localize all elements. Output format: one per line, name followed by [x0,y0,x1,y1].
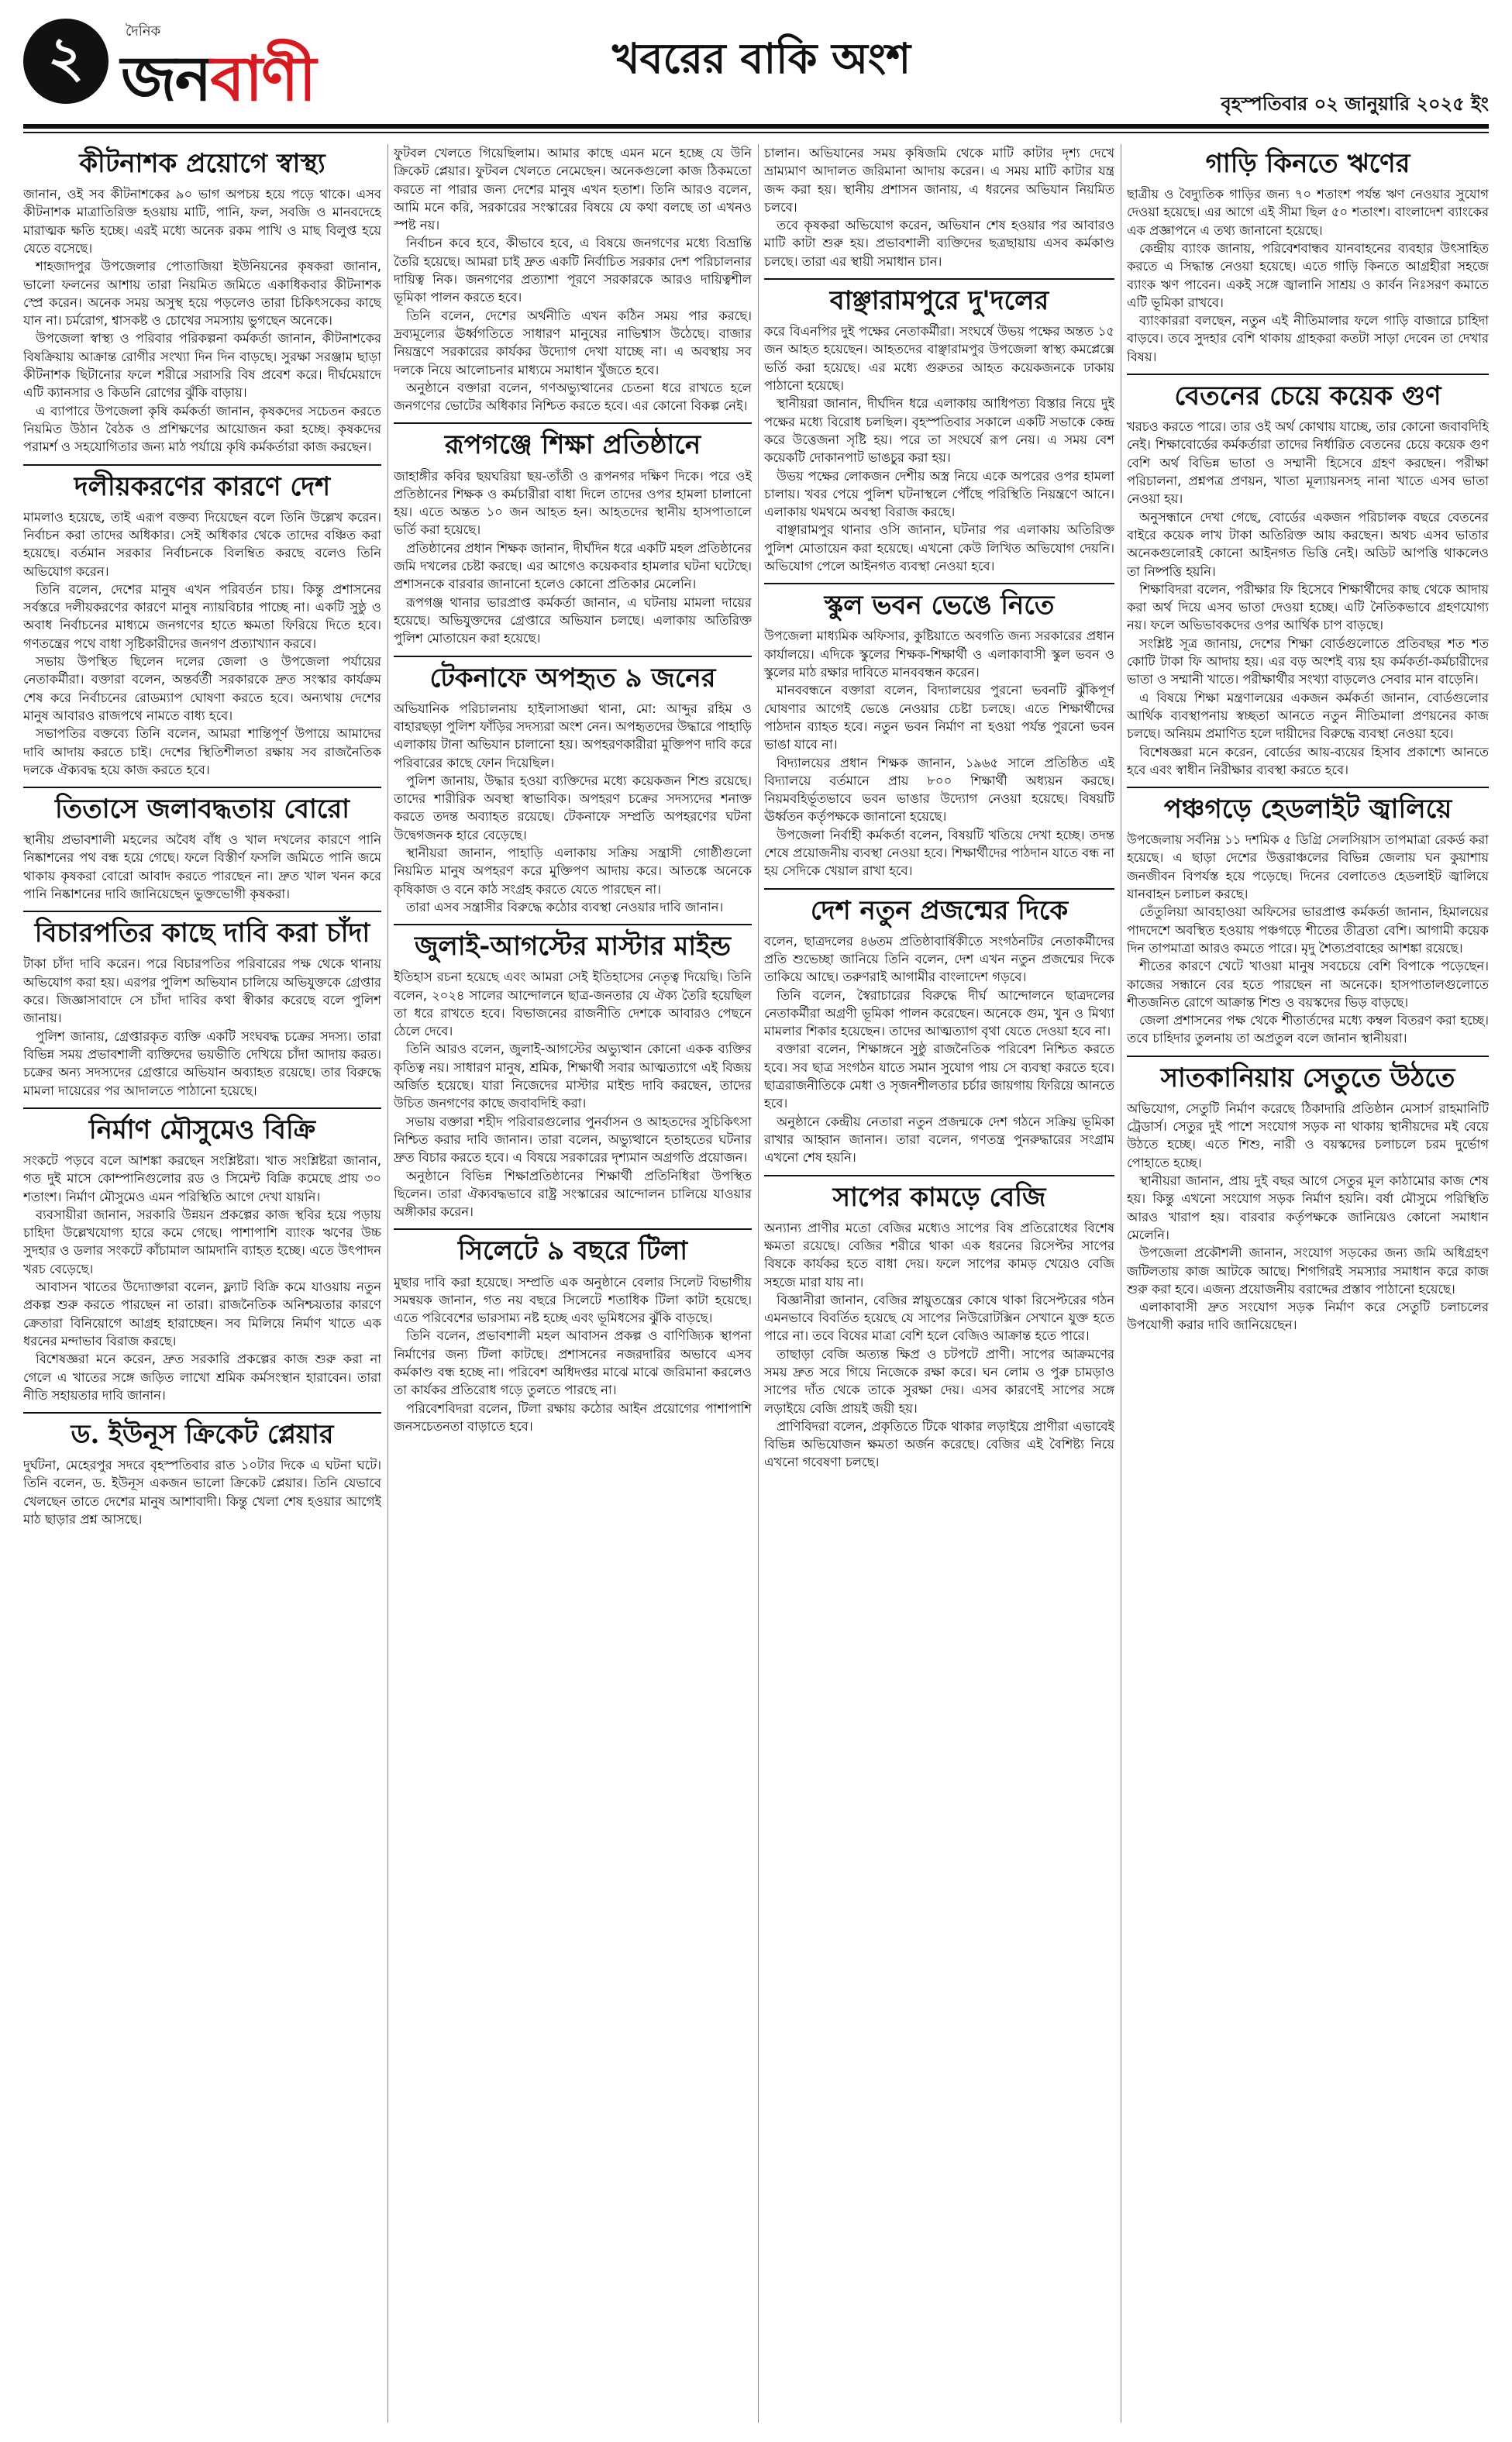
article-paragraph: নির্বাচন কবে হবে, কীভাবে হবে, এ বিষয়ে জনগণের মধ্যে বিভ্রান্তি তৈরি হয়েছে। আমরা চাই দ্রুত একটি নির্বাচিত সরকার দেশ পরিচালনার দায়িত্ব নিক। জনগণের প্রত্যাশা পূরণে সরকারকে আরও দায়িত্বশীল ভূমিকা পালন করতে হবে। [394,236,752,305]
article [23,787,381,903]
article-headline: জুলাই-আগস্টের মাস্টার মাইন্ড [415,931,731,963]
article-paragraph: মামলাও হয়েছে, তাই এরূপ বক্তব্য দিয়েছেন বলে তিনি উল্লেখ করেন। নির্বাচন করা তাদের অধিকার। সেই অধিকার থেকে তাদের বঞ্চিত করা হয়েছে। বর্তমান সরকার নির্বাচনকে বিলম্বিত করছে বলেও তিনি অভিযোগ করেন। [23,509,381,579]
article-paragraph: জেলা প্রশাসনের পক্ষ থেকে শীতার্তদের মধ্যে কম্বল বিতরণ করা হচ্ছে। তবে চাহিদার তুলনায় তা অপ্রতুল বলে জানান স্থানীয়রা। [1127,1013,1489,1046]
article [394,656,752,917]
article-divider [764,278,1114,280]
article-paragraph: তিনি বলেন, প্রভাবশালী মহল আবাসন প্রকল্প ও বাণিজ্যিক স্থাপনা নির্মাণের জন্য টিলা কাটছে। প্রশাসনের নজরদারির অভাবে এসব কর্মকাণ্ড বন্ধ হচ্ছে না। পরিবেশ অধিদপ্তর মাঝে মাঝে জরিমানা করলেও তা কার্যকর প্রতিরোধ গড়ে তুলতে পারছে না। [394,1328,752,1398]
article [23,1412,381,1528]
article [23,464,381,780]
article-paragraph: বিজ্ঞানীরা জানান, বেজির স্নায়ুতন্ত্রের কোষে থাকা রিসেপ্টরের গঠন এমনভাবে বিবর্তিত হয়েছে যে সাপের নিউরোটক্সিন সেখানে যুক্ত হতে পারে না। তবে বিষের মাত্রা বেশি হলে বেজিও আক্রান্ত হতে পারে। [764,1292,1114,1344]
logo-text [121,31,315,135]
article-paragraph: বিদ্যালয়ের প্রধান শিক্ষক জানান, ১৯৬৫ সালে প্রতিষ্ঠিত এই বিদ্যালয়ে বর্তমানে প্রায় ৮০০ শিক্ষার্থী অধ্যয়ন করছে। নিয়মবহির্ভূতভাবে ভবন ভাঙার উদ্যোগ নেওয়া হয়েছে। বিষয়টি ঊর্ধ্বতন কর্তৃপক্ষকে জানানো হয়েছে। [764,755,1114,825]
article [23,911,381,1099]
article-paragraph: পুলিশ জানায়, উদ্ধার হওয়া ব্যক্তিদের মধ্যে কয়েকজন শিশু রয়েছে। তাদের শারীরিক অবস্থা স্বাভাবিক। অপহরণ চক্রের সদস্যদের শনাক্ত করতে তদন্ত অব্যাহত রয়েছে। টেকনাফে সম্প্রতি অপহরণের ঘটনা উদ্বেগজনক হারে বেড়েছে। [394,773,752,842]
article-headline: গাড়ি কিনতে ঋণের [1205,148,1410,179]
article-paragraph: শীতের কারণে খেটে খাওয়া মানুষ সবচেয়ে বেশি বিপাকে পড়েছেন। কাজের সন্ধানে বের হতে পারছেন না অনেকে। হাসপাতালগুলোতে শীতজনিত রোগে আক্রান্ত শিশু ও বয়স্কদের ভিড় বাড়ছে। [1127,959,1489,1010]
article-paragraph: টাকা চাঁদা দাবি করেন। পরে বিচারপতির পরিবারের পক্ষ থেকে থানায় অভিযোগ করা হয়। এরপর পুলিশ অভিযান চালিয়ে অভিযুক্তকে গ্রেপ্তার করে। জিজ্ঞাসাবাদে সে চাঁদা দাবির কথা স্বীকার করেছে বলে পুলিশ জানায়। [23,956,381,1026]
article [764,888,1114,1167]
article-paragraph: অনুষ্ঠানে কেন্দ্রীয় নেতারা নতুন প্রজন্মকে দেশ গঠনে সক্রিয় ভূমিকা রাখার আহ্বান জানান। তারা বলেন, গণতন্ত্র পুনরুদ্ধারের সংগ্রাম এখনো শেষ হয়নি। [764,1114,1114,1166]
article-paragraph: পরিবেশবিদরা বলেন, টিলা রক্ষায় কঠোর আইন প্রয়োগের পাশাপাশি জনসচেতনতা বাড়াতে হবে। [394,1400,752,1434]
article-paragraph: স্থানীয়রা জানান, দীর্ঘদিন ধরে এলাকায় আধিপত্য বিস্তার নিয়ে দুই পক্ষের মধ্যে বিরোধ চলছিল। বৃহস্পতিবার সকালে একটি সভাকে কেন্দ্র করে উত্তেজনা সৃষ্টি হয়। পরে তা সংঘর্ষে রূপ নেয়। এ সময় বেশ কয়েকটি দোকানপাট ভাঙচুর করা হয়। [764,396,1114,466]
article-headline: বিচারপতির কাছে দাবি করা চাঁদা [34,918,370,949]
article-divider [23,911,381,912]
article-paragraph: উপজেলা প্রকৌশলী জানান, সংযোগ সড়কের জন্য জমি অধিগ্রহণ জটিলতায় কাজ আটকে আছে। শিগগিরই সমস্যার সমাধান করে কাজ শুরু করা হবে। এজন্য প্রয়োজনীয় বরাদ্দের প্রস্তাব পাঠানো হয়েছে। [1127,1245,1489,1297]
article-divider [23,1412,381,1414]
article [394,924,752,1221]
article-paragraph: তিনি বলেন, দেশের অর্থনীতি এখন কঠিন সময় পার করছে। দ্রব্যমূল্যের ঊর্ধ্বগতিতে সাধারণ মানুষের নাভিশ্বাস উঠেছে। বাজার নিয়ন্ত্রণে সরকারের কার্যকর উদ্যোগ দেখা যাচ্ছে না। এ অবস্থায় সব দলকে নিয়ে আলোচনার মাধ্যমে সমাধান খুঁজতে হবে। [394,308,752,377]
article-headline: দলীয়করণের কারণে দেশ [74,470,331,502]
article-paragraph: এ বিষয়ে শিক্ষা মন্ত্রণালয়ের একজন কর্মকর্তা জানান, বোর্ডগুলোর আর্থিক ব্যবস্থাপনায় স্বচ্ছতা আনতে নতুন নীতিমালা প্রণয়নের কাজ চলছে। অনিয়ম প্রমাণিত হলে দায়ীদের বিরুদ্ধে ব্যবস্থা নেওয়া হবে। [1127,690,1489,742]
article [764,144,1114,270]
article [764,278,1114,575]
article-headline: কীটনাশক প্রয়োগে স্বাস্থ্য [79,148,325,179]
header-rule-thin [23,132,1489,133]
article-paragraph: সংশ্লিষ্ট সূত্র জানায়, দেশের শিক্ষা বোর্ডগুলোতে প্রতিবছর শত শত কোটি টাকা ফি আদায় হয়। এর বড় অংশই ব্যয় হয় কর্মকর্তা-কর্মচারীদের ভাতা ও সম্মানী খাতে। পরীক্ষার্থীর সংখ্যা বাড়লেও সেবার মান বাড়েনি। [1127,635,1489,687]
article-paragraph: বক্তারা বলেন, শিক্ষাঙ্গনে সুষ্ঠু রাজনৈতিক পরিবেশ নিশ্চিত করতে হবে। সব ছাত্র সংগঠন যাতে সমান সুযোগ পায় সে ব্যবস্থা করতে হবে। ছাত্ররাজনীতিকে মেধা ও সৃজনশীলতার চর্চার জায়গায় ফিরিয়ে আনতে হবে। [764,1042,1114,1111]
article-paragraph: অনুষ্ঠানে বিভিন্ন শিক্ষাপ্রতিষ্ঠানের শিক্ষার্থী প্রতিনিধিরা উপস্থিত ছিলেন। তারা ঐক্যবদ্ধভাবে রাষ্ট্র সংস্কারের আন্দোলন চালিয়ে যাওয়ার অঙ্গীকার করেন। [394,1168,752,1220]
article-paragraph: বিশেষজ্ঞরা মনে করেন, দ্রুত সরকারি প্রকল্পের কাজ শুরু করা না গেলে এ খাতের সঙ্গে জড়িত লাখো শ্রমিক কর্মসংস্থান হারাবেন। তারা নীতি সহায়তার দাবি জানান। [23,1352,381,1403]
article [394,422,752,647]
article [394,1228,752,1435]
article-paragraph: তিনি বলেন, স্বৈরাচারের বিরুদ্ধে দীর্ঘ আন্দোলনে ছাত্রদলের নেতাকর্মীরা অগ্রণী ভূমিকা পালন করেছেন। অনেকে গুম, খুন ও মিথ্যা মামলার শিকার হয়েছেন। তাদের আত্মত্যাগ বৃথা যেতে দেওয়া হবে না। [764,987,1114,1039]
article-paragraph: তবে কৃষকরা অভিযোগ করেন, অভিযান শেষ হওয়ার পর আবারও মাটি কাটা শুরু হয়। প্রভাবশালী ব্যক্তিদের ছত্রছায়ায় এসব কর্মকাণ্ড চলছে। তারা এর স্থায়ী সমাধান চান। [764,218,1114,269]
article-headline: ড. ইউনূস ক্রিকেট প্লেয়ার [71,1419,334,1451]
article-paragraph: ছাত্রীয় ও বৈদ্যুতিক গাড়ির জন্য ৭০ শতাংশ পর্যন্ত ঋণ নেওয়ার সুযোগ দেওয়া হয়েছে। এর আগে এই সীমা ছিল ৫০ শতাংশ। বাংলাদেশ ব্যাংকের এক প্রজ্ঞাপনে এ তথ্য জানানো হয়েছে। [1127,187,1489,238]
article-paragraph: সভায় উপস্থিত ছিলেন দলের জেলা ও উপজেলা পর্যায়ের নেতাকর্মীরা। বক্তারা বলেন, অন্তর্বর্তী সরকারকে দ্রুত সংস্কার কার্যক্রম শেষ করে নির্বাচনের রোডম্যাপ ঘোষণা করতে হবে। অন্যথায় দেশের মানুষ আবারও রাজপথে নামতে বাধ্য হবে। [23,654,381,723]
article-headline: টেকনাফে অপহৃত ৯ জনের [429,662,716,694]
article-paragraph: উপজেলা নির্বাহী কর্মকর্তা বলেন, বিষয়টি খতিয়ে দেখা হচ্ছে। তদন্ত শেষে প্রয়োজনীয় ব্যবস্থা নেওয়া হবে। শিক্ষার্থীদের পাঠদান যাতে বন্ধ না হয় সেদিকে খেয়াল রাখা হবে। [764,827,1114,879]
article-headline: বাঞ্ছারামপুরে দু'দলের [829,285,1049,317]
article [1127,149,1489,366]
article-paragraph: অনুসন্ধানে দেখা গেছে, বোর্ডের একজন পরিচালক বছরে বেতনের বাইরে কয়েক লাখ টাকা অতিরিক্ত আয় করছেন। অথচ এসব ভাতার অনেকগুলোরই কোনো আইনগত ভিত্তি নেই। অডিট আপত্তি থাকলেও তা নিষ্পত্তি হয়নি। [1127,509,1489,579]
article-paragraph: ইতিহাস রচনা হয়েছে এবং আমরা সেই ইতিহাসের নেতৃত্ব দিয়েছি। তিনি বলেন, ২০২৪ সালের আন্দোলনে ছাত্র-জনতার যে ঐক্য তৈরি হয়েছিল তা ধরে রাখতে হবে। বিভাজনের রাজনীতি দেশকে আবারও পেছনে ঠেলে দেবে। [394,970,752,1039]
article-paragraph: বলেন, ছাত্রদলের ৪৬তম প্রতিষ্ঠাবার্ষিকীতে সংগঠনটির নেতাকর্মীদের প্রতি শুভেচ্ছা জানিয়ে তিনি বলেন, দেশ এখন নতুন প্রজন্মের দিকে তাকিয়ে আছে। তরুণরাই আগামীর বাংলাদেশ গড়বে। [764,933,1114,985]
article-paragraph: চালান। অভিযানের সময় কৃষিজমি থেকে মাটি কাটার দৃশ্য দেখে ভ্রাম্যমাণ আদালত জরিমানা আদায় করেন। এ সময় মাটি কাটার যন্ত্র জব্দ করা হয়। স্থানীয় প্রশাসন জানায়, এ ধরনের অভিযান নিয়মিত চলবে। [764,146,1114,215]
column-4 [1127,144,1489,2423]
article-paragraph: বিশেষজ্ঞরা মনে করেন, বোর্ডের আয়-ব্যয়ের হিসাব প্রকাশ্যে আনতে হবে এবং স্বাধীন নিরীক্ষার ব্যবস্থা করতে হবে। [1127,744,1489,777]
article-paragraph: স্থানীয় প্রভাবশালী মহলের অবৈধ বাঁধ ও খাল দখলের কারণে পানি নিষ্কাশনের পথ বন্ধ হয়ে গেছে। ফলে বিস্তীর্ণ ফসলি জমিতে পানি জমে থাকায় কৃষকরা বোরো আবাদ করতে পারছেন না। দ্রুত খাল খনন করে পানি নিষ্কাশনের দাবি জানিয়েছেন ভুক্তভোগী কৃষকরা। [23,832,381,902]
article-paragraph: আবাসন খাতের উদ্যোক্তারা বলেন, ফ্ল্যাট বিক্রি কমে যাওয়ায় নতুন প্রকল্প শুরু করতে পারছেন না তারা। রাজনৈতিক অনিশ্চয়তার কারণে ক্রেতারা বিনিয়োগে আগ্রহ হারাচ্ছেন। সব মিলিয়ে নির্মাণ খাতে এক ধরনের মন্দাভাব বিরাজ করছে। [23,1280,381,1348]
article-paragraph: তেঁতুলিয়া আবহাওয়া অফিসের ভারপ্রাপ্ত কর্মকর্তা জানান, হিমালয়ের পাদদেশে অবস্থিত হওয়ায় পঞ্চগড়ে শীতের তীব্রতা বেশি। আগামী কয়েক দিন তাপমাত্রা আরও কমতে পারে। মৃদু শৈত্যপ্রবাহের আশঙ্কা রয়েছে। [1127,904,1489,956]
article-paragraph: এ ব্যাপারে উপজেলা কৃষি কর্মকর্তা জানান, কৃষকদের সচেতন করতে নিয়মিত উঠান বৈঠক ও প্রশিক্ষণের আয়োজন করা হচ্ছে। কৃষকদের পরামর্শ ও সহযোগিতার জন্য মাঠ পর্যায়ে কৃষি কর্মকর্তারা কাজ করছেন। [23,403,381,455]
article-headline: স্কুল ভবন ভেঙে নিতে [824,590,1055,622]
article [394,144,752,415]
article-paragraph: উপজেলায় সর্বনিম্ন ১১ দশমিক ৫ ডিগ্রি সেলসিয়াস তাপমাত্রা রেকর্ড করা হয়েছে। এ ছাড়া দেশের উত্তরাঞ্চলের বিভিন্ন জেলায় ঘন কুয়াশায় জনজীবন বিপর্যস্ত হয়ে পড়েছে। দিনের বেলাতেও হেডলাইট জ্বালিয়ে যানবাহন চলাচল করছে। [1127,832,1489,902]
masthead [23,19,1489,122]
article-paragraph: তিনি বলেন, দেশের মানুষ এখন পরিবর্তন চায়। কিন্তু প্রশাসনের সর্বস্তরে দলীয়করণের কারণে মানুষ ন্যায়বিচার পাচ্ছে না। একটি সুষ্ঠু ও অবাধ নির্বাচনের মাধ্যমে জনগণের হাতে ক্ষমতা ফিরিয়ে দিতে হবে। গণতন্ত্রের পথে বাধা সৃষ্টিকারীদের জনগণ প্রত্যাখ্যান করবে। [23,581,381,651]
article-paragraph: জানান, ওই সব কীটনাশকের ৯০ ভাগ অপচয় হয়ে পড়ে থাকে। এসব কীটনাশক মাত্রাতিরিক্ত হওয়ায় মাটি, পানি, ফল, সবজি ও মানবদেহে মারাত্মক ক্ষতি হচ্ছে। এরই মধ্যে অনেক রকম পাখি ও মাছ বিলুপ্ত হয়ে যেতে বসেছে। [23,187,381,256]
article-paragraph: তারা এসব সন্ত্রাসীর বিরুদ্ধে কঠোর ব্যবস্থা নেওয়ার দাবি জানান। [406,899,724,914]
article-divider [394,422,752,424]
logo-text-part2: বাণী [210,42,315,115]
logo-text-part1: জন [121,42,211,115]
article-paragraph: সভায় বক্তারা শহীদ পরিবারগুলোর পুনর্বাসন ও আহতদের সুচিকিৎসা নিশ্চিত করার দাবি জানান। তারা বলেন, অভ্যুত্থানে হতাহতের ঘটনার দ্রুত বিচার করতে হবে। এ বিষয়ে সরকারের দৃশ্যমান অগ্রগতি প্রয়োজন। [394,1114,752,1166]
column-divider [387,144,388,2423]
article-divider [1127,787,1489,788]
article-divider [1127,1056,1489,1057]
article-paragraph: জাহাঙ্গীর কবির ছয়ঘরিয়া ছয়-তাঁতী ও রূপনগর দক্ষিণ দিকে। পরে ওই প্রতিষ্ঠানের শিক্ষক ও কর্মচারীরা বাধা দিলে তাদের ওপর হামলা চালানো হয়। এতে অন্তত ১০ জন আহত হন। আহতদের স্থানীয় হাসপাতালে ভর্তি করা হয়েছে। [394,468,752,538]
article-divider [394,656,752,657]
article [23,149,381,456]
article-paragraph: তিনি আরও বলেন, জুলাই-আগস্টের অভ্যুত্থান কোনো একক ব্যক্তির কৃতিত্ব নয়। সাধারণ মানুষ, শ্রমিক, শিক্ষার্থী সবার আত্মত্যাগে এই বিজয় অর্জিত হয়েছে। যারা নিজেদের মাস্টার মাইন্ড দাবি করছেন, তাদের উচিত জনগণের কাছে জবাবদিহি করা। [394,1042,752,1111]
article-paragraph: অভিযানিক পরিচালনায় হাইলাসাঙ্ঘা থানা, মো: আব্দুর রহিম ও বাহারছড়া পুলিশ ফাঁড়ির সদস্যরা অংশ নেন। অপহৃতদের উদ্ধারে পাহাড়ি এলাকায় টানা অভিযান চালানো হয়। অপহরণকারীরা মুক্তিপণ দাবি করে পরিবারের কাছে ফোন দিয়েছিল। [394,701,752,770]
article-paragraph: ব্যবসায়ীরা জানান, সরকারি উন্নয়ন প্রকল্পের কাজ স্থবির হয়ে পড়ায় চাহিদা উল্লেখযোগ্য হারে কমে গেছে। পাশাপাশি ব্যাংক ঋণের উচ্চ সুদহার ও ডলার সংকটে কাঁচামাল আমদানি ব্যাহত হচ্ছে। এতে উৎপাদন খরচ বেড়েছে। [23,1207,381,1276]
article-paragraph: করে বিএনপির দুই পক্ষের নেতাকর্মীরা। সংঘর্ষে উভয় পক্ষের অন্তত ১৫ জন আহত হয়েছেন। আহতদের বাঞ্ছারামপুর উপজেলা স্বাস্থ্য কমপ্লেক্সে ভর্তি করা হয়েছে। এর মধ্যে গুরুতর আহত কয়েকজনকে ঢাকায় পাঠানো হয়েছে। [764,324,1114,394]
article-paragraph: মানববন্ধনে বক্তারা বলেন, বিদ্যালয়ের পুরনো ভবনটি ঝুঁকিপূর্ণ ঘোষণার আগেই ভেঙে নেওয়ার চেষ্টা চলছে। এতে শিক্ষার্থীদের পাঠদান ব্যাহত হবে। নতুন ভবন নির্মাণ না হওয়া পর্যন্ত পুরনো ভবন ভাঙা যাবে না। [764,683,1114,753]
article [1127,374,1489,779]
article-headline: রূপগঞ্জে শিক্ষা প্রতিষ্ঠানে [444,429,701,461]
page-number: ২ [23,19,108,104]
article-paragraph: তাছাড়া বেজি অত্যন্ত ক্ষিপ্র ও চটপটে প্রাণী। সাপের আক্রমণের সময় দ্রুত সরে গিয়ে নিজেকে রক্ষা করে। ঘন লোম ও পুরু চামড়াও সাপের দাঁত থেকে তাকে সুরক্ষা দেয়। এসব কারণেই সাপের সঙ্গে লড়াইয়ে বেজি প্রায়ই জয়ী হয়। [764,1346,1114,1416]
article-headline: নির্মাণ মৌসুমেও বিক্রি [88,1114,316,1145]
article-paragraph: মুছার দাবি করা হয়েছে। সম্প্রতি এক অনুষ্ঠানে বেলার সিলেট বিভাগীয় সমন্বয়ক জানান, গত নয় বছরে সিলেটে শতাধিক টিলা কাটা হয়েছে। এতে পরিবেশের ভারসাম্য নষ্ট হচ্ছে এবং ভূমিধসের ঝুঁকি বাড়ছে। [394,1274,752,1326]
article-paragraph: খরচও করতে পারে। তার ওই অর্থ কোথায় যাচ্ছে, তার কোনো জবাবদিহি নেই। শিক্ষাবোর্ডের কর্মকর্তারা তাদের নির্ধারিত বেতনের চেয়ে কয়েক গুণ বেশি অর্থ বিভিন্ন ভাতা ও সম্মানী হিসেবে গ্রহণ করছেন। পরীক্ষা পরিচালনা, প্রশ্নপত্র প্রণয়ন, খাতা মূল্যায়নসহ নানা খাতে এসব ভাতা নেওয়া হয়। [1127,419,1489,507]
article-divider [394,1228,752,1230]
newspaper-logo [121,20,338,115]
article-paragraph: এলাকাবাসী দ্রুত সংযোগ সড়ক নির্মাণ করে সেতুটি চলাচলের উপযোগী করার দাবি জানিয়েছেন। [1127,1300,1489,1333]
article-divider [1127,374,1489,375]
article-paragraph: উপজেলা মাধ্যমিক অফিসার, কুষ্টিয়াতে অবগতি জন্য সরকারের প্রধান কার্যালয়ে। এদিকে স্কুলের শিক্ষক-শিক্ষার্থী ও এলাকাবাসী স্কুল ভবন ও স্কুলের মাঠ রক্ষার দাবিতে মানববন্ধন করেন। [764,629,1114,680]
article-headline: বেতনের চেয়ে কয়েক গুণ [1174,381,1441,412]
column-1 [23,144,381,2423]
article-paragraph: শিক্ষাবিদরা বলেন, পরীক্ষার ফি হিসেবে শিক্ষার্থীদের কাছ থেকে আদায় করা অর্থ দিয়ে এসব ভাতা দেওয়া হচ্ছে। এটি নৈতিকভাবে গ্রহণযোগ্য নয়। ফলে অভিভাবকদের ওপর আর্থিক চাপ বাড়ছে। [1127,581,1489,633]
article-paragraph: উভয় পক্ষের লোকজন দেশীয় অস্ত্র নিয়ে একে অপরের ওপর হামলা চালায়। খবর পেয়ে পুলিশ ঘটনাস্থলে পৌঁছে পরিস্থিতি নিয়ন্ত্রণে আনে। এলাকায় থমথমে অবস্থা বিরাজ করছে। [764,468,1114,520]
article-paragraph: রূপগঞ্জ থানার ভারপ্রাপ্ত কর্মকর্তা জানান, এ ঘটনায় মামলা দায়ের হয়েছে। অভিযুক্তদের গ্রেপ্তারে অভিযান চলছে। এলাকায় অতিরিক্ত পুলিশ মোতায়েন করা হয়েছে। [394,594,752,646]
article [1127,1056,1489,1335]
article-headline: সাপের কামড়ে বেজি [832,1181,1046,1213]
article-divider [394,924,752,925]
article-paragraph: ফুটবল খেলতে গিয়েছিলাম। আমার কাছে এমন মনে হচ্ছে যে উনি ক্রিকেট প্লেয়ার। ফুটবল খেলতে নেমেছেন। অনেকগুলো কাজ ঠিকমতো করতে না পারার জন্য দেশের মানুষ এখন হতাশ। তিনি আরও বলেন, আমি মনে করি, সরকারের সংস্কারের বিষয়ে যে কথা বলছে তা এখনও স্পষ্ট নয়। [394,146,752,233]
article-paragraph: ব্যাংকাররা বলছেন, নতুন এই নীতিমালার ফলে গাড়ি বাজারে চাহিদা বাড়বে। তবে সুদহার বেশি থাকায় গ্রাহকরা কতটা সাড়া দেবেন তা দেখার বিষয়। [1127,313,1489,364]
header-rule [23,124,1489,129]
article-paragraph: বাঞ্ছারামপুর থানার ওসি জানান, ঘটনার পর এলাকায় অতিরিক্ত পুলিশ মোতায়েন করা হয়েছে। এখনো কেউ লিখিত অভিযোগ দেয়নি। অভিযোগ পেলে আইনগত ব্যবস্থা নেওয়া হবে। [764,522,1114,574]
article-divider [23,464,381,466]
article-divider [23,787,381,788]
article-columns [23,144,1489,2423]
article-headline: পঞ্চগড়ে হেডলাইট জ্বালিয়ে [1163,794,1452,825]
article-divider [764,583,1114,584]
article-headline: দেশ নতুন প্রজন্মের দিকে [810,894,1069,926]
article-paragraph: প্রাণিবিদরা বলেন, প্রকৃতিতে টিকে থাকার লড়াইয়ে প্রাণীরা এভাবেই বিভিন্ন অভিযোজন ক্ষমতা অর্জন করেছে। বেজির এই বৈশিষ্ট্য নিয়ে এখনো গবেষণা চলছে। [764,1418,1114,1470]
article-headline: তিতাসে জলাবদ্ধতায় বোরো [54,794,350,825]
section-title: খবরের বাকি অংশ [612,33,911,83]
article-paragraph: স্থানীয়রা জানান, পাহাড়ি এলাকায় সক্রিয় সন্ত্রাসী গোষ্ঠীগুলো নিয়মিত মানুষ অপহরণ করে মুক্তিপণ আদায় করে। আতঙ্কে অনেকে কৃষিকাজ ও বনে কাঠ সংগ্রহ করতে যেতে পারছেন না। [394,845,752,897]
article-paragraph: উপজেলা স্বাস্থ্য ও পরিবার পরিকল্পনা কর্মকর্তা জানান, কীটনাশকের বিষক্রিয়ায় আক্রান্ত রোগীর সংখ্যা দিন দিন বাড়ছে। সুরক্ষা সরঞ্জাম ছাড়া কীটনাশক ছিটানোর ফলে শরীরে সরাসরি বিষ প্রবেশ করে। দীর্ঘমেয়াদে এটি ক্যানসার ও কিডনি রোগের ঝুঁকি বাড়ায়। [23,331,381,401]
article-paragraph: দুর্ঘটনা, মেহেরপুর সদরে বৃহস্পতিবার রাত ১০টার দিকে এ ঘটনা ঘটে। তিনি বলেন, ড. ইউনূস একজন ভালো ক্রিকেট প্লেয়ার। তিনি যেভাবে খেলছেন তাতে দেশের মানুষ আশাবাদী। কিন্তু খেলা শেষ হওয়ার আগেই মাঠ ছাড়ার প্রশ্ন আসছে। [23,1458,381,1528]
article-paragraph: অন্যান্য প্রাণীর মতো বেজির মধ্যেও সাপের বিষ প্রতিরোধের বিশেষ ক্ষমতা রয়েছে। বেজির শরীরে থাকা এক ধরনের রিসেপ্টর সাপের বিষকে কার্যকর হতে বাধা দেয়। ফলে সাপের কামড় খেয়েও বেজি সহজে মারা যায় না। [764,1220,1114,1290]
column-2 [394,144,752,2423]
article-paragraph: অনুষ্ঠানে বক্তারা বলেন, গণঅভ্যুত্থানের চেতনা ধরে রাখতে হলে জনগণের ভোটের অধিকার নিশ্চিত করতে হবে। এর কোনো বিকল্প নেই। [394,380,752,414]
article-paragraph: সংকটে পড়বে বলে আশঙ্কা করছেন সংশ্লিষ্টরা। খাত সংশ্লিষ্টরা জানান, গত দুই মাসে কোম্পানিগুলোর রড ও সিমেন্ট বিক্রি কমেছে প্রায় ৩০ শতাংশ। নির্মাণ মৌসুমেও এমন পরিস্থিতি আগে দেখা যায়নি। [23,1152,381,1204]
article-paragraph: অভিযোগ, সেতুটি নির্মাণ করেছে ঠিকাদারি প্রতিষ্ঠান মেসার্স রাহমানিটি ট্রেডার্স। সেতুর দুই পাশে সংযোগ সড়ক না থাকায় স্থানীয়দের মই বেয়ে উঠতে হচ্ছে। এতে শিশু, নারী ও বয়স্কদের চলাচলে চরম দুর্ভোগ পোহাতে হচ্ছে। [1127,1100,1489,1170]
article-paragraph: পুলিশ জানায়, গ্রেপ্তারকৃত ব্যক্তি একটি সংঘবদ্ধ চক্রের সদস্য। তারা বিভিন্ন সময় প্রভাবশালী ব্যক্তিদের ভয়ভীতি দেখিয়ে চাঁদা আদায় করত। চক্রের অন্য সদস্যদের গ্রেপ্তারে অভিযান অব্যাহত রয়েছে। তার বিরুদ্ধে মামলা দায়েরের পর আদালতে পাঠানো হয়েছে। [23,1028,381,1098]
article [764,1175,1114,1472]
article-paragraph: শাহজাদপুর উপজেলার পোতাজিয়া ইউনিয়নের কৃষকরা জানান, ভালো ফলনের আশায় তারা নিয়মিত জমিতে একাধিকবার কীটনাশক স্প্রে করেন। অনেক সময় অসুস্থ হয়ে পড়লেও তারা চিকিৎসকের কাছে যান না। চর্মরোগ, শ্বাসকষ্ট ও চোখের সমস্যায় ভুগছেন অনেকে। [23,259,381,329]
article-paragraph: প্রতিষ্ঠানের প্রধান শিক্ষক জানান, দীর্ঘদিন ধরে একটি মহল প্রতিষ্ঠানের জমি দখলের চেষ্টা করছে। এর আগেও কয়েকবার হামলার ঘটনা ঘটেছে। প্রশাসনকে বারবার জানানো হলেও কোনো প্রতিকার মেলেনি। [394,540,752,592]
column-3 [764,144,1114,2423]
article [1127,787,1489,1048]
column-divider [758,144,759,2423]
article [23,1107,381,1404]
article-headline: সিলেটে ৯ বছরে টিলা [457,1235,688,1267]
article-headline: সাতকানিয়ায় সেতুতে উঠতে [1160,1062,1455,1094]
article [764,583,1114,880]
article-divider [764,1175,1114,1176]
article-divider [764,888,1114,890]
article-divider [23,1107,381,1109]
publication-date: বৃহস্পতিবার ০২ জানুয়ারি ২০২৫ ইং [1221,93,1489,115]
logo-daily-label: দৈনিক [126,23,161,40]
article-paragraph: কেন্দ্রীয় ব্যাংক জানায়, পরিবেশবান্ধব যানবাহনের ব্যবহার উৎসাহিত করতে এ সিদ্ধান্ত নেওয়া হয়েছে। এতে গাড়ি কিনতে আগ্রহীরা সহজে ব্যাংক ঋণ পাবেন। একই সঙ্গে জ্বালানি সাশ্রয় ও কার্বন নিঃসরণ কমাতে এটি ভূমিকা রাখবে। [1127,240,1489,310]
article-paragraph: সভাপতির বক্তব্যে তিনি বলেন, আমরা শান্তিপূর্ণ উপায়ে আমাদের দাবি আদায় করতে চাই। দেশের স্থিতিশীলতা রক্ষায় সব রাজনৈতিক দলকে ঐক্যবদ্ধ হয়ে কাজ করতে হবে। [23,726,381,777]
article-paragraph: স্থানীয়রা জানান, প্রায় দুই বছর আগে সেতুর মূল কাঠামোর কাজ শেষ হয়। কিন্তু এখনো সংযোগ সড়ক নির্মাণ হয়নি। বর্ষা মৌসুমে পরিস্থিতি আরও খারাপ হয়। বারবার কর্তৃপক্ষকে জানিয়েও কোনো সমাধান মেলেনি। [1127,1173,1489,1242]
